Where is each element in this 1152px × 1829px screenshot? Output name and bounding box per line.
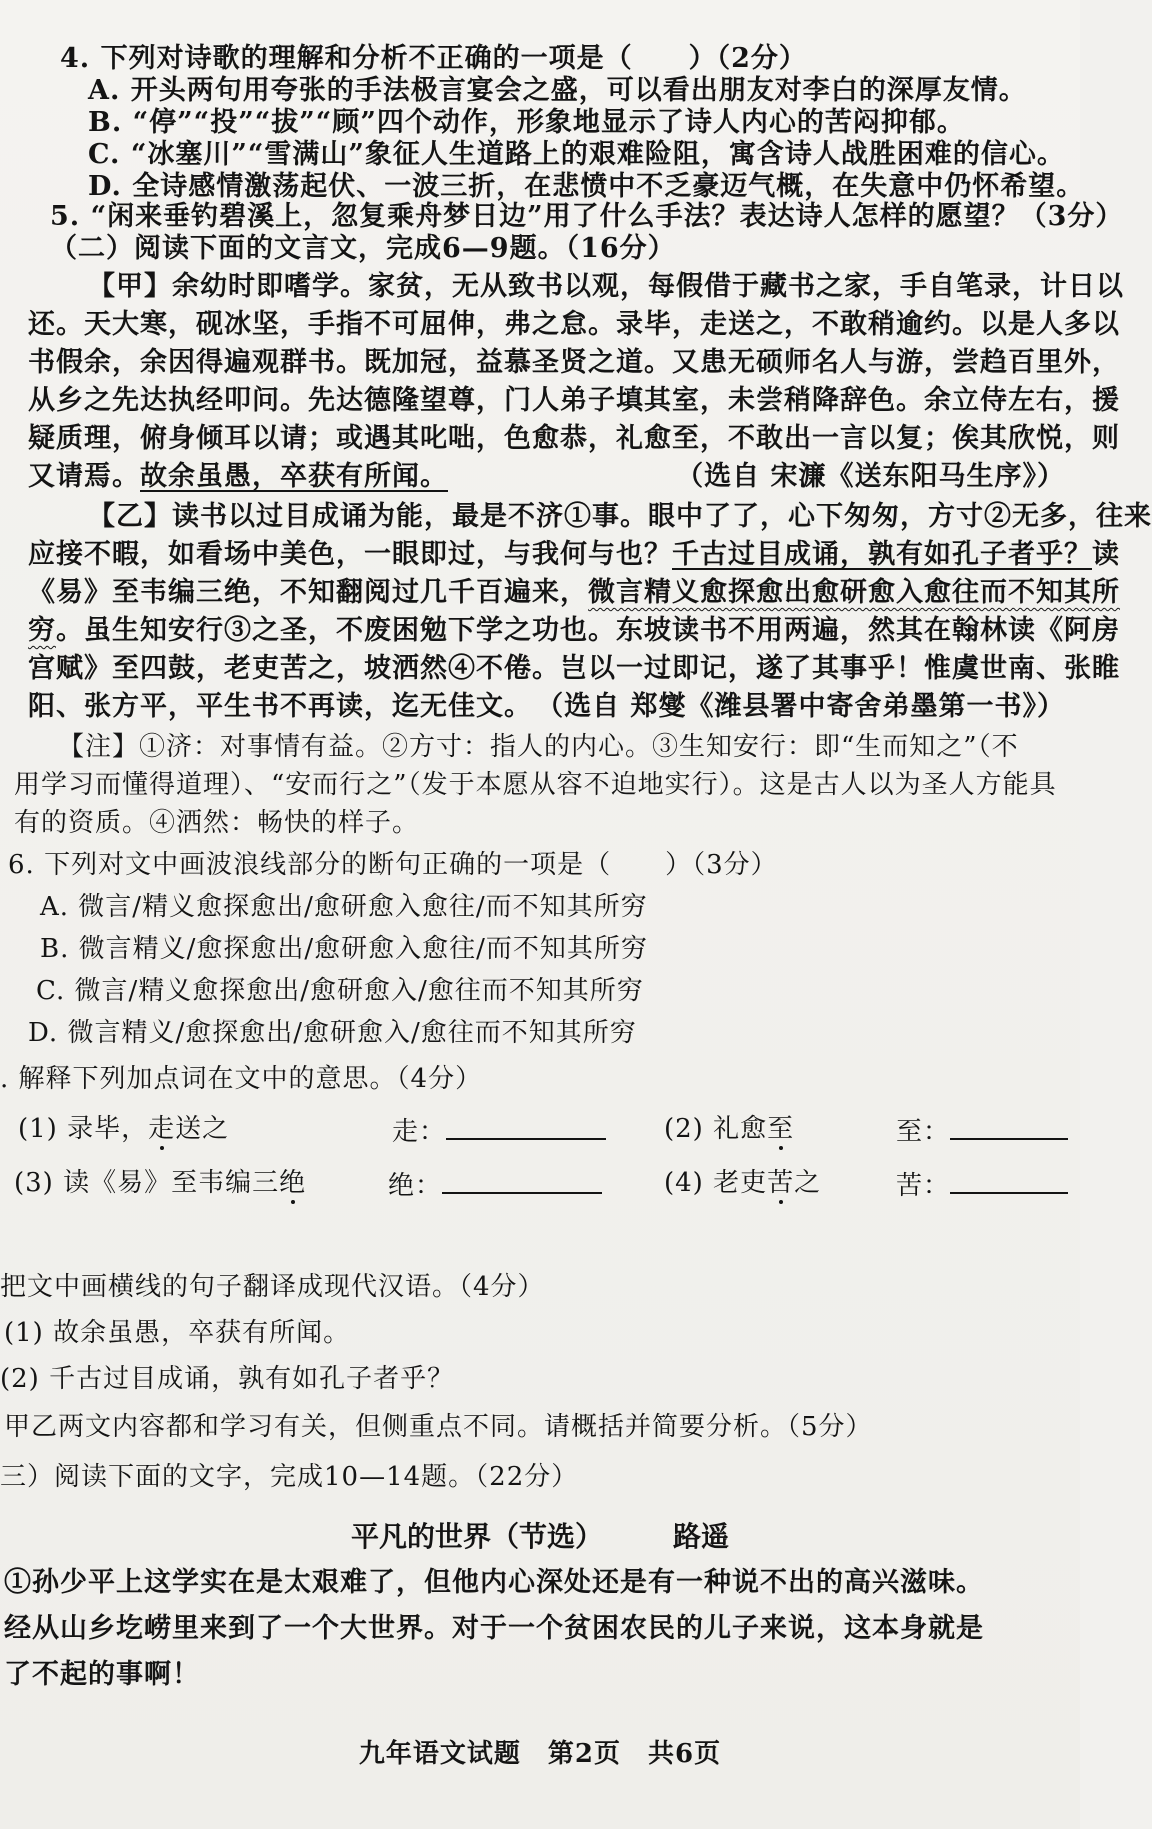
jia-line-3: 书假余，余因得遍观群书。既加冠，益慕圣贤之道。又患无硕师名人与游，尝趋百里外， <box>28 347 1120 378</box>
jia-line-2: 还。天大寒，砚冰坚，手指不可屈伸，弗之怠。录毕，走送之，不敢稍逾约。以是人多以 <box>28 309 1120 340</box>
yi-line-1: 【乙】读书以过目成诵为能，最是不济①事。眼中了了，心下匆匆，方寸②无多，往来 <box>88 501 1152 532</box>
yi-line-2-text: 应接不暇，如看场中美色，一眼即过，与我何与也？ <box>28 539 672 570</box>
q8-sentence-2: (2) 千古过目成诵，孰有如孔子者乎？ <box>0 1364 455 1394</box>
q7-item-3-keyword: 绝 <box>279 1168 307 1198</box>
yi-source: （选自 郑燮《潍县署中寄舍弟墨第一书》） <box>536 691 1065 722</box>
q6-option-c: C. 微言/精义愈探愈出/愈研愈入/愈往而不知其所穷 <box>36 976 644 1006</box>
q7-item-3 <box>14 1166 306 1200</box>
q7-answer-3-blank[interactable] <box>442 1166 602 1194</box>
q7-item-1-pre: (1) 录毕， <box>18 1114 149 1144</box>
yi-line-3-text: 《易》至韦编三绝，不知翻阅过几千百遍来， <box>28 577 588 608</box>
q7-item-2-pre: (2) 礼愈 <box>664 1114 768 1144</box>
q7-item-2-keyword: 至 <box>767 1114 795 1144</box>
q7-item-4 <box>664 1166 821 1200</box>
q5-stem: 5. “闲来垂钓碧溪上，忽复乘舟梦日边”用了什么手法？表达诗人怎样的愿望？（3分） <box>50 201 1124 232</box>
jia-underlined-sentence: 故余虽愚，卒获有所闻。 <box>140 461 448 492</box>
passage-title-text: 平凡的世界（节选） <box>350 1520 603 1553</box>
section-2-heading: （二）阅读下面的文言文，完成6—9题。（16分） <box>50 233 676 264</box>
q7-item-4-post: 之 <box>794 1168 822 1198</box>
q7-item-2 <box>664 1112 794 1146</box>
q7-answer-4-blank[interactable] <box>950 1166 1068 1194</box>
jia-line-6-text: 又请焉。 <box>28 461 140 492</box>
q7-answer-4-label: 苦： <box>896 1171 951 1201</box>
notes-line-3: 有的资质。④洒然：畅快的样子。 <box>14 808 420 838</box>
passage-line-2: 经从山乡圪崂里来到了一个大世界。对于一个贫困农民的儿子来说，这本身就是 <box>4 1613 984 1644</box>
passage-title <box>0 1515 1080 1555</box>
yi-wavy-sentence: 微言精义愈探愈出愈研愈入愈往而不知其所 <box>588 577 1120 608</box>
q7-answer-2-label: 至： <box>896 1117 951 1147</box>
q7-item-1 <box>18 1112 229 1146</box>
q8-sentence-1: (1) 故余虽愚，卒获有所闻。 <box>4 1318 351 1348</box>
jia-line-5: 疑质理，俯身倾耳以请；或遇其叱咄，色愈恭，礼愈至，不敢出一言以复；俟其欣悦，则 <box>28 423 1120 454</box>
q7-answer-1 <box>392 1112 606 1149</box>
q7-answer-4 <box>896 1166 1068 1203</box>
page-footer: 九年语文试题 第2页 共6页 <box>358 1739 722 1769</box>
q7-answer-3 <box>388 1166 602 1203</box>
q8-stem: 把文中画横线的句子翻译成现代汉语。（4分） <box>0 1272 545 1302</box>
section-3-heading: 三）阅读下面的文字，完成10—14题。（22分） <box>0 1462 579 1492</box>
q9-stem: 甲乙两文内容都和学习有关，但侧重点不同。请概括并简要分析。（5分） <box>4 1412 873 1442</box>
jia-line-4: 从乡之先达执经叩问。先达德隆望尊，门人弟子填其室，未尝稍降辞色。余立侍左右，援 <box>28 385 1120 416</box>
q6-option-a: A. 微言/精义愈探愈出/愈研愈入愈往/而不知其所穷 <box>40 892 648 922</box>
q7-item-4-pre: (4) 老吏 <box>664 1168 768 1198</box>
jia-line-6 <box>28 460 1073 494</box>
yi-line-6-text: 阳、张方平，平生书不再读，迄无佳文。 <box>28 691 532 722</box>
q4-stem: 4. 下列对诗歌的理解和分析不正确的一项是（ ）（2分） <box>60 43 807 74</box>
yi-line-6 <box>28 690 1073 724</box>
q4-option-a: A. 开头两句用夸张的手法极言宴会之盛，可以看出朋友对李白的深厚友情。 <box>88 75 1027 106</box>
yi-line-2 <box>28 538 1120 572</box>
q4-option-d: D. 全诗感情激荡起伏、一波三折，在悲愤中不乏豪迈气概，在失意中仍怀希望。 <box>88 171 1085 202</box>
q7-item-3-pre: (3) 读《易》至韦编三 <box>14 1168 280 1198</box>
yi-wavy-sentence-end: 穷 <box>28 615 56 646</box>
q7-item-1-keyword: 走 <box>148 1114 176 1144</box>
notes-line-1: 【注】①济：对事情有益。②方寸：指人的内心。③生知安行：即“生而知之”（不 <box>58 732 1019 762</box>
q6-stem: 6. 下列对文中画波浪线部分的断句正确的一项是（ ）（3分） <box>8 850 778 880</box>
q7-answer-1-blank[interactable] <box>446 1112 606 1140</box>
yi-line-2-end: 读 <box>1092 539 1120 570</box>
q7-answer-1-label: 走： <box>392 1117 447 1147</box>
yi-line-4 <box>28 614 1120 648</box>
yi-underlined-sentence: 千古过目成诵，孰有如孔子者乎？ <box>672 539 1092 570</box>
jia-line-1: 【甲】余幼时即嗜学。家贫，无从致书以观，每假借于藏书之家，手自笔录，计日以 <box>88 271 1124 302</box>
q7-stem: . 解释下列加点词在文中的意思。（4分） <box>0 1064 483 1094</box>
yi-line-5: 宫赋》至四鼓，老吏苦之，坡洒然④不倦。岂以一过即记，遂了其事乎！惟虞世南、张睢 <box>28 653 1120 684</box>
q4-option-b: B. “停”“投”“拔”“顾”四个动作，形象地显示了诗人内心的苦闷抑郁。 <box>88 107 965 138</box>
q4-option-c: C. “冰塞川”“雪满山”象征人生道路上的艰难险阻，寓含诗人战胜困难的信心。 <box>88 139 1065 170</box>
q7-answer-2-blank[interactable] <box>950 1112 1068 1140</box>
q7-answer-2 <box>896 1112 1068 1149</box>
passage-author: 路遥 <box>673 1520 730 1553</box>
jia-source: （选自 宋濂《送东阳马生序》） <box>676 461 1065 492</box>
notes-line-2: 用学习而懂得道理）、“安而行之”（发于本愿从容不迫地实行）。这是古人以为圣人方能具 <box>14 770 1057 800</box>
q7-item-1-post: 送之 <box>175 1114 230 1144</box>
passage-line-3: 了不起的事啊！ <box>4 1659 200 1690</box>
q7-item-4-keyword: 苦 <box>767 1168 795 1198</box>
passage-line-1: ①孙少平上这学实在是太艰难了，但他内心深处还是有一种说不出的高兴滋味。 <box>4 1567 984 1598</box>
yi-line-4-text: 。虽生知安行③之圣，不废困勉下学之功也。东坡读书不用两遍，然其在翰林读《阿房 <box>56 615 1120 646</box>
yi-line-3 <box>28 576 1120 610</box>
q7-answer-3-label: 绝： <box>388 1171 443 1201</box>
q6-option-d: D. 微言精义/愈探愈出/愈研愈入/愈往而不知其所穷 <box>28 1018 637 1048</box>
q6-option-b: B. 微言精义/愈探愈出/愈研愈入愈往/而不知其所穷 <box>40 934 648 964</box>
